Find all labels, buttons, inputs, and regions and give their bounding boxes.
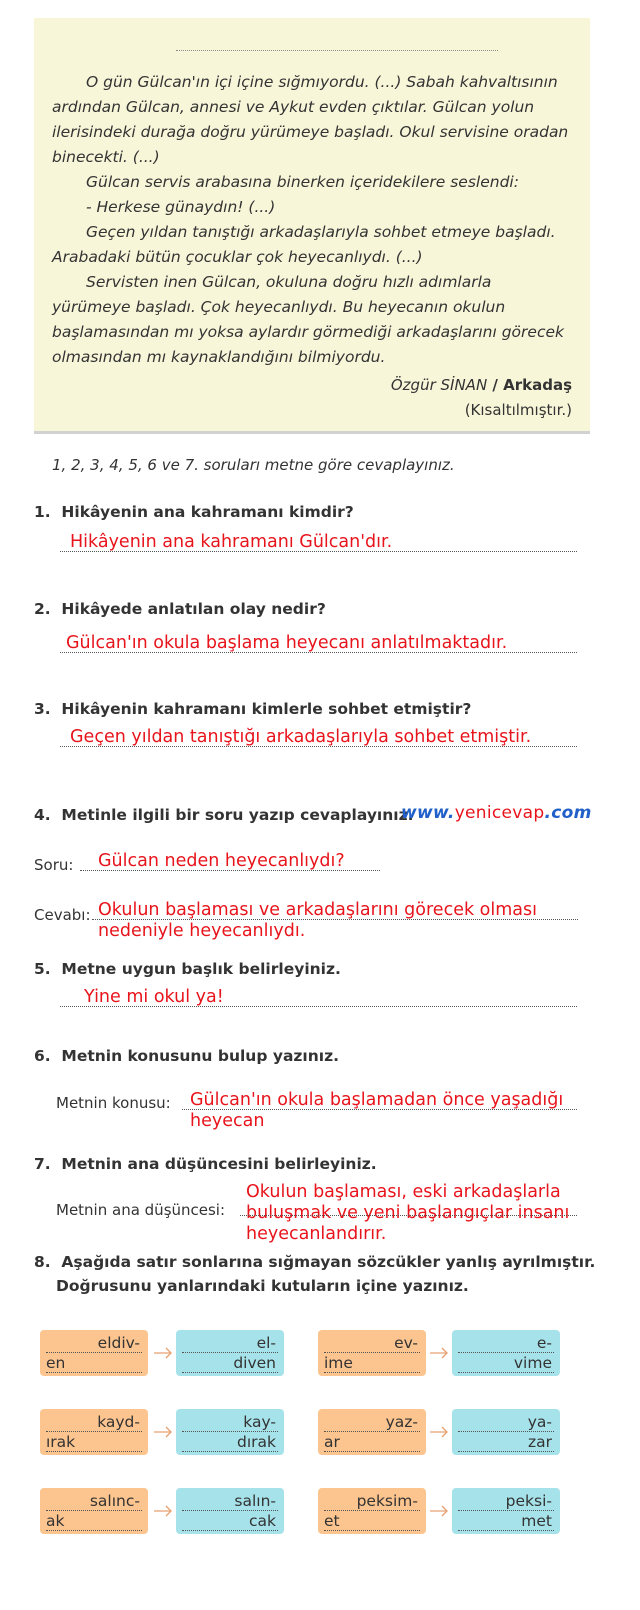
answer-2-line	[60, 652, 577, 653]
box-line	[324, 1431, 420, 1432]
right-word-5-part1: salın-	[234, 1492, 276, 1510]
author-name: Özgür SİNAN	[390, 376, 488, 394]
box-line	[46, 1510, 142, 1511]
question-6-number: 6.	[34, 1047, 51, 1065]
right-word-4-part2: zar	[527, 1433, 552, 1451]
box-line	[182, 1431, 278, 1432]
question-4-number: 4.	[34, 806, 51, 824]
arrow-right-icon	[152, 1346, 174, 1360]
question-5	[34, 960, 341, 978]
box-line	[458, 1431, 554, 1432]
question-3	[34, 700, 471, 718]
right-word-6-part1: peksi-	[505, 1492, 552, 1510]
box-line	[324, 1510, 420, 1511]
passage-top-line	[176, 50, 498, 51]
soru-line	[80, 870, 380, 871]
box-line	[324, 1352, 420, 1353]
right-word-6-part2: met	[521, 1512, 552, 1530]
answer-3[interactable]: Geçen yıldan tanıştığı arkadaşlarıyla sohbet etmiştir.	[70, 727, 532, 747]
wrong-word-3-part1: kayd-	[97, 1413, 140, 1431]
question-8-number: 8.	[34, 1253, 51, 1271]
question-6-text: Metnin konusunu bulup yazınız.	[61, 1047, 339, 1065]
ana-dusunce-line	[240, 1215, 577, 1216]
box-line	[458, 1352, 554, 1353]
box-line	[458, 1451, 554, 1452]
question-2-text: Hikâyede anlatılan olay nedir?	[61, 600, 326, 618]
wrong-word-5-part1: salınc-	[89, 1492, 140, 1510]
konu-line	[182, 1109, 577, 1110]
wrong-word-box-2	[318, 1330, 426, 1376]
soru-label: Soru:	[34, 856, 74, 874]
passage-author	[391, 376, 572, 394]
arrow-right-icon	[152, 1425, 174, 1439]
passage-paragraph-3: - Herkese günaydın! (...)	[86, 198, 276, 216]
right-word-2-part1: e-	[536, 1334, 552, 1352]
passage-note: (Kısaltılmıştır.)	[464, 401, 572, 419]
box-line	[458, 1510, 554, 1511]
konu-label: Metnin konusu:	[56, 1094, 171, 1112]
answer-4-soru[interactable]: Gülcan neden heyecanlıydı?	[98, 851, 345, 871]
box-line	[182, 1510, 278, 1511]
watermark-post: .com	[544, 803, 592, 823]
passage-box	[34, 18, 590, 434]
wrong-word-1-part2: en	[46, 1354, 66, 1372]
right-word-box-1[interactable]	[176, 1330, 284, 1376]
box-line	[324, 1372, 420, 1373]
box-line	[182, 1451, 278, 1452]
question-6	[34, 1047, 339, 1065]
wrong-word-4-part1: yaz-	[385, 1413, 418, 1431]
right-word-box-6[interactable]	[452, 1488, 560, 1534]
cevap-label: Cevabı:	[34, 906, 91, 924]
wrong-word-4-part2: ar	[324, 1433, 340, 1451]
answer-4-cevap[interactable]: Okulun başlaması ve arkadaşlarını görecek olması nedeniyle heyecanlıydı.	[98, 900, 537, 941]
watermark	[401, 803, 592, 823]
box-line	[324, 1451, 420, 1452]
instruction-text: 1, 2, 3, 4, 5, 6 ve 7. soruları metne göre cevaplayınız.	[52, 456, 455, 474]
right-word-3-part2: dırak	[237, 1433, 276, 1451]
question-3-number: 3.	[34, 700, 51, 718]
question-8-text-2: Doğrusunu yanlarındaki kutuların içine yazınız.	[56, 1277, 469, 1295]
wrong-word-2-part1: ev-	[394, 1334, 418, 1352]
arrow-right-icon	[428, 1346, 450, 1360]
right-word-4-part1: ya-	[527, 1413, 552, 1431]
answer-6[interactable]: Gülcan'ın okula başlamadan önce yaşadığı heyecan	[190, 1090, 564, 1131]
box-line	[182, 1372, 278, 1373]
box-line	[182, 1530, 278, 1531]
wrong-word-3-part2: ırak	[46, 1433, 76, 1451]
answer-5-line	[60, 1006, 577, 1007]
right-word-3-part1: kay-	[243, 1413, 276, 1431]
passage-paragraph-5: Servisten inen Gülcan, okuluna doğru hızlı adımlarla yürümeye başladı. Çok heyecanlıydı. Bu heyecanın okulun başlamasından mı yoksa aylardır görmediği arkadaşlarını görecek olmasından mı kaynaklandığını bilmiyordu.	[52, 273, 564, 366]
question-1-text: Hikâyenin ana kahramanı kimdir?	[61, 503, 354, 521]
right-word-1-part2: diven	[233, 1354, 276, 1372]
wrong-word-box-3	[40, 1409, 148, 1455]
box-line	[46, 1431, 142, 1432]
box-line	[458, 1530, 554, 1531]
box-line	[458, 1372, 554, 1373]
passage-paragraph-2: Gülcan servis arabasına binerken içeridekilere seslendi:	[86, 173, 519, 191]
answer-1[interactable]: Hikâyenin ana kahramanı Gülcan'dır.	[70, 532, 393, 552]
answer-2[interactable]: Gülcan'ın okula başlama heyecanı anlatılmaktadır.	[66, 633, 508, 653]
passage-paragraph-1: O gün Gülcan'ın içi içine sığmıyordu. (...) Sabah kahvaltısının ardından Gülcan, annesi ve Aykut evden çıktılar. Gülcan yolun ilerisindeki durağa doğru yürümeye başladı. Okul servisine oradan binecekti. (...)	[52, 73, 569, 166]
wrong-word-1-part1: eldiv-	[97, 1334, 140, 1352]
watermark-mid: yenicevap	[454, 803, 545, 823]
box-line	[46, 1530, 142, 1531]
question-7-number: 7.	[34, 1155, 51, 1173]
answer-3-line	[60, 746, 577, 747]
question-8-text: Aşağıda satır sonlarına sığmayan sözcükler yanlış ayrılmıştır.	[61, 1253, 596, 1271]
ana-dusunce-label: Metnin ana düşüncesi:	[56, 1201, 226, 1219]
wrong-word-box-5	[40, 1488, 148, 1534]
question-5-number: 5.	[34, 960, 51, 978]
cevap-line	[92, 919, 578, 920]
question-2-number: 2.	[34, 600, 51, 618]
arrow-right-icon	[152, 1504, 174, 1518]
answer-7[interactable]: Okulun başlaması, eski arkadaşlarla buluşmak ve yeni başlangıçlar insanı heyecanlandırır.	[246, 1182, 570, 1244]
question-8	[34, 1253, 595, 1271]
box-line	[182, 1352, 278, 1353]
wrong-word-box-6	[318, 1488, 426, 1534]
wrong-word-box-1	[40, 1330, 148, 1376]
arrow-right-icon	[428, 1425, 450, 1439]
wrong-word-5-part2: ak	[46, 1512, 65, 1530]
box-line	[46, 1451, 142, 1452]
right-word-box-4[interactable]	[452, 1409, 560, 1455]
question-1-number: 1.	[34, 503, 51, 521]
box-line	[46, 1352, 142, 1353]
answer-1-line	[60, 551, 577, 552]
question-5-text: Metne uygun başlık belirleyiniz.	[61, 960, 341, 978]
wrong-word-box-4	[318, 1409, 426, 1455]
watermark-pre: www.	[401, 803, 455, 823]
arrow-right-icon	[428, 1504, 450, 1518]
question-1	[34, 503, 354, 521]
right-word-box-3[interactable]	[176, 1409, 284, 1455]
passage-paragraph-4: Geçen yıldan tanıştığı arkadaşlarıyla sohbet etmeye başladı. Arabadaki bütün çocuklar çok heyecanlıydı. (...)	[52, 223, 556, 266]
box-line	[324, 1530, 420, 1531]
question-7-text: Metnin ana düşüncesini belirleyiniz.	[61, 1155, 377, 1173]
question-4-text: Metinle ilgili bir soru yazıp cevaplayınız.	[61, 806, 414, 824]
wrong-word-2-part2: ime	[324, 1354, 353, 1372]
right-word-1-part1: el-	[256, 1334, 276, 1352]
question-4	[34, 806, 414, 824]
right-word-5-part2: cak	[249, 1512, 276, 1530]
right-word-2-part2: vime	[513, 1354, 552, 1372]
question-2	[34, 600, 326, 618]
box-line	[46, 1372, 142, 1373]
right-word-box-2[interactable]	[452, 1330, 560, 1376]
right-word-box-5[interactable]	[176, 1488, 284, 1534]
question-3-text: Hikâyenin kahramanı kimlerle sohbet etmiştir?	[61, 700, 472, 718]
wrong-word-6-part2: et	[324, 1512, 340, 1530]
wrong-word-6-part1: peksim-	[356, 1492, 418, 1510]
answer-5[interactable]: Yine mi okul ya!	[84, 987, 224, 1007]
author-source: / Arkadaş	[492, 376, 572, 394]
question-7	[34, 1155, 377, 1173]
